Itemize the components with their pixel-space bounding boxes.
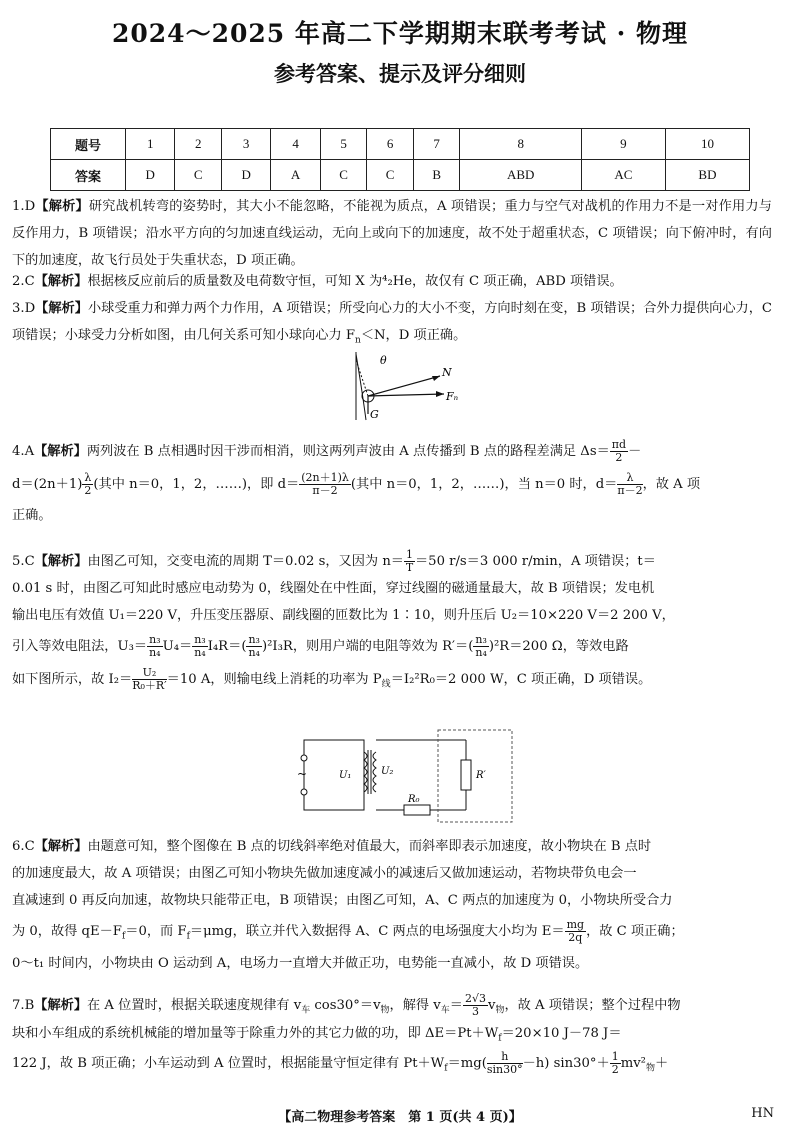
answer-table [50, 128, 750, 191]
question-number: 8 [460, 129, 581, 160]
solution-5: 5.C【解析】由图乙可知，交变电流的周期 T＝0.02 s，又因为 n＝ $\frac{1}{T}$ ＝50 r/s＝3 000 r/min，A 项错误；t＝ 0.01 s 时，由图乙可知此时感应电动势为 0，线圈处在中性面，穿过线圈的磁通量最大，故 B 项错误；发电机 输出电压有效值 U₁＝220 V，升压变压器原、副线圈的匝数比为 1∶10，则升压后 U₂＝10×220 V＝2 200 V， 引入等效电阻法，U₃＝ $\frac{\text{n₃}}{\text{n₄}}$ U₄＝ $\frac{\text{n₃}}{\text{n₄}}$ I₄R＝( $\frac{\text{n₃}}{\text{n₄}}$ )²I₃R，则用户端的电阻等效为 R′＝( $\frac{\text{n₃}}{\text{n₄}}$ )²R＝200 Ω，等效电路 如下图所示，故 I₂＝ $\frac{\text{U₂}}{\text{R₀＋R′}}$ ＝10 A，则输电线上消耗的功率为 $P_线=I_2^2R_0=2$ 000 W，C 项正确，D 项错误。 [12, 547, 675, 693]
answer-cell: D [221, 160, 270, 191]
fraction: $\frac{\text{U₂}}{\text{R₀＋R′}}$ [132, 666, 167, 693]
question-number: 9 [581, 129, 665, 160]
solution-1 [12, 193, 772, 274]
r-prime-label: R′ [476, 770, 486, 781]
fraction: $\frac{1}{T}$ [405, 547, 414, 574]
q-number: 7.B [12, 998, 35, 1013]
q-number: 6.C [12, 839, 35, 854]
analysis-tag: 【解析】 [34, 839, 88, 854]
analysis-tag: 【解析】 [35, 199, 89, 214]
fraction: $\frac{\text{n₃}}{\text{n₄}}$ [194, 633, 206, 660]
question-number: 6 [367, 129, 414, 160]
analysis-tag: 【解析】 [34, 274, 88, 289]
n-label: N [442, 366, 452, 379]
fraction: $\frac{2√3}{3}$ [464, 991, 486, 1018]
row-header: 题号 [51, 129, 126, 160]
ac-source-label: ~ [297, 767, 308, 781]
analysis-tag: 【解析】 [34, 444, 87, 459]
theta-label: θ [380, 354, 387, 367]
answer-cell: AC [581, 160, 665, 191]
fraction: $\frac{\pi d}{2}$ [611, 437, 627, 464]
page-title: 2024～2025 年高二下学期期末联考考试 · 物理 [112, 19, 688, 48]
answer-cell: C [175, 160, 222, 191]
fraction: $\frac{h}{\sin 30^\circ}$ [486, 1050, 523, 1077]
fraction: $\frac{\text{n₃}}{\text{n₄}}$ [248, 633, 260, 660]
page-footer: 【高二物理参考答案 第 1 页(共 4 页)】 [278, 1110, 522, 1125]
fraction: $\frac{\lambda}{2}$ [84, 470, 92, 498]
row-header: 答案 [51, 160, 126, 191]
question-number: 5 [320, 129, 367, 160]
solution-2 [12, 268, 772, 295]
g-label: G [370, 408, 379, 421]
subscript: n [355, 335, 361, 346]
q-number: 2.C [12, 274, 35, 289]
fraction: $\frac{\lambda}{\pi-2}$ [617, 470, 643, 498]
q-number: 4.A [12, 444, 35, 459]
analysis-tag: 【解析】 [34, 554, 88, 569]
table-row [51, 160, 750, 191]
force-diagram [340, 350, 470, 422]
equivalent-circuit-diagram [296, 728, 518, 824]
q-text: 研究战机转弯的姿势时，其大小不能忽略，不能视为质点，A 项错误；重力与空气对战机的作用力不是一对作用力与反作用力，B 项错误；沿水平方向的匀加速直线运动，无向上或向下的加速度，故不处于超重状态，C 项错误；向下俯冲时，有向下的加速度，故飞行员处于失重状态，D 项正确。 [12, 199, 772, 269]
q-text: 根据核反应前后的质量数及电荷数守恒，可知 X 为 [87, 274, 383, 289]
fraction: $\frac{mg}{2q}$ [566, 918, 585, 945]
q-text: ，故仅有 C 项正确，ABD 项错误。 [412, 274, 623, 289]
question-number: 7 [413, 129, 460, 160]
fraction: $\frac{\text{n₃}}{\text{n₄}}$ [149, 633, 161, 660]
question-number: 2 [175, 129, 222, 160]
solution-7: 7.B【解析】在 A 位置时，根据关联速度规律有 $v_车$ $\cos 30^\circ=v_物$，解得 $v_车=$ $\frac{2√3}{3}$ $v_物$，故 A 项错误；整个过程中物 块和小车组成的系统机械能的增加量等于除重力外的其它力做的功，即 $\Delta E=Pt+W_f=20\times 10$ J－78 J＝ 122 J，故 B 项正确；小车运动到 A 位置时，根据能量守恒定律有 $Pt+W_f=mg$( $\frac{h}{\sin 30^\circ}$ －h) sin30°＋ $\frac{1}{2}$ $mv^2_物+$ [12, 991, 681, 1077]
solution-6: 6.C【解析】由题意可知，整个图像在 B 点的切线斜率绝对值最大，而斜率即表示加速度，故小物块在 B 点时 的加速度最大，故 A 项错误；由图乙可知小物块先做加速度减小的减速后又做加速运动，若物块带负电会一 直减速到 0 再反向加速，故物块只能带正电，B 项错误；由图乙可知，A、C 两点的加速度为 0，小物块所受合力 为 0，故得 $qE-F_f=0$，而 $F_f=\mu mg$，联立并代入数据得 A、C 两点的电场强度大小均为 E＝ $\frac{mg}{2q}$ ，故 C 项正确； 0～t₁ 时间内，小物块由 O 运动到 A，电场力一直增大并做正功，电势能一直减小，故 D 项错误。 [12, 839, 684, 972]
answer-cell: C [367, 160, 414, 191]
answer-cell: D [126, 160, 175, 191]
region-code: HN [751, 1106, 774, 1121]
page-subtitle: 参考答案、提示及评分细则 [274, 61, 526, 86]
analysis-tag: 【解析】 [34, 998, 88, 1013]
question-number: 4 [271, 129, 320, 160]
q-number: 3.D [12, 301, 36, 316]
fn-label: Fₙ [446, 390, 459, 403]
fraction: $\frac{1}{2}$ [611, 1050, 619, 1077]
solution-3 [12, 295, 772, 350]
answer-cell: A [271, 160, 320, 191]
answer-cell: C [320, 160, 367, 191]
q-text: 两列波在 B 点相遇时因干涉而相消，则这两列声波由 A 点传播到 B 点的路程差满足 Δs＝ [86, 444, 610, 459]
question-number: 10 [665, 129, 749, 160]
answer-cell: BD [665, 160, 749, 191]
nuclide-symbol: ⁴₂He [382, 274, 413, 289]
fraction: $\frac{(2n+1)\lambda}{\pi-2}$ [301, 470, 349, 498]
analysis-tag: 【解析】 [35, 301, 88, 316]
answer-cell: B [413, 160, 460, 191]
u1-label: U₁ [339, 770, 352, 781]
q-text: ＜N，D 项正确。 [360, 328, 467, 344]
solution-4: 4.A【解析】两列波在 B 点相遇时因干涉而相消，则这两列声波由 A 点传播到 B 点的路程差满足 Δs＝ $\frac{\pi d}{2}$ － d＝(2n＋1) $\frac{\lambda}{2}$ (其中 n＝0，1，2，……)，即 d＝ $\frac{(2n+1)\lambda}{\pi-2}$ (其中 n＝0，1，2，……)，当 n＝0 时，d＝ $\frac{\lambda}{\pi-2}$ ，故 A 项 正确。 [12, 437, 701, 524]
question-number: 3 [221, 129, 270, 160]
fraction: $\frac{\text{n₃}}{\text{n₄}}$ [475, 633, 487, 660]
table-row [51, 129, 750, 160]
r0-label: R₀ [408, 794, 420, 805]
q-number: 5.C [12, 554, 35, 569]
question-number: 1 [126, 129, 175, 160]
q-number: 1.D [12, 199, 36, 214]
answer-cell: ABD [460, 160, 581, 191]
q-text: 小球受重力和弹力两个力作用，A 项错误；所受向心力的大小不变，方向时刻在变，B 项错误；合外力提供向心力，C 项错误；小球受力分析如图，由几何关系可知小球向心力 F [12, 301, 773, 344]
u2-label: U₂ [381, 766, 394, 777]
